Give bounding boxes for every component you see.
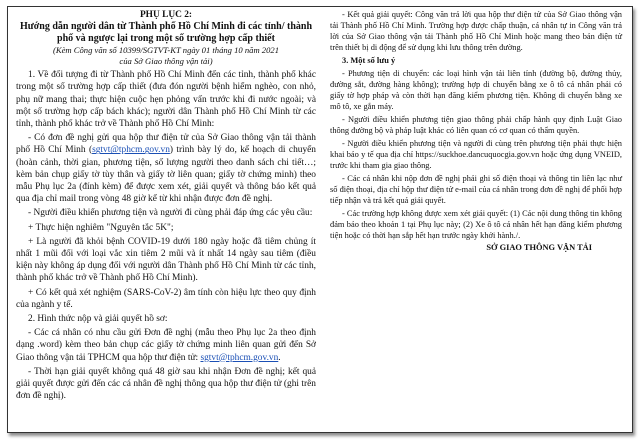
section-2-heading: 2. Hình thức nộp và giải quyết hồ sơ: (28, 314, 168, 325)
right-column (330, 9, 622, 253)
email-link-1[interactable]: sgtvt@tphcm.gov.vn (92, 145, 170, 156)
document-page (7, 6, 633, 433)
processing-time-paragraph: - Thời hạn giải quyết không quá 48 giờ sau khi nhận Đơn đề nghị; kết quả giải quyết được gửi đến các cá nhân đề nghị thông qua hộp thư điện tử (ghi trên đơn đề nghị). (16, 366, 316, 402)
driver-requirements-paragraph: - Người điều khiển phương tiện và người đi cùng phải đáp ứng các yêu cầu: (28, 208, 313, 219)
application-text-a: - Có đơn đề nghị gửi qua hộp thư điện tử của Sở Giao thông vận tải thành phố Hồ Chí Minh ( (16, 133, 316, 156)
requirement-vaccination: + Là người đã khỏi bệnh COVID-19 dưới 180 ngày hoặc đã tiêm chủng ít nhất 1 mũi đối với loại vắc xin tiêm 2 mũi và ít nhất 14 ngày sau tiêm (điều kiện này không áp dụng đối với người dân Thành phố Hồ Chí Minh từ các tỉnh, thành phố khác trở về Thành phố Hồ Chí Minh). (16, 236, 316, 284)
rejection-cases-note: - Các trường hợp không được xem xét giải quyết: (1) Các nội dung thông tin không đảm bảo theo khoản 1 tại Phụ lục này; (2) Xe ô tô cá nhân hết hạn đăng kiểm phương tiện hoặc có thời hạn sắp hết hạn trước ngày khởi hành./. (330, 209, 622, 240)
requirement-5k: + Thực hiện nghiêm "Nguyên tắc 5K"; (28, 222, 174, 233)
submission-text-b: . (278, 352, 281, 363)
result-paragraph: - Kết quả giải quyết: Công văn trả lời qua hộp thư điện tử của Sở Giao thông vận tải Thành phố Hồ Chí Minh. Trường hợp được chấp thuận, cá nhân tự in Công văn trả lời của Sở Giao thông vận tải Thành phố Hồ Chí Minh hoặc mang theo bản điện tử trên thiết bị di động để sử dụng khi lưu thông trên đường. (330, 10, 622, 52)
traffic-law-note: - Người điều khiển phương tiện giao thông phải chấp hành quy định Luật Giao thông đường bộ và pháp luật khác có liên quan có cơ quan có thẩm quyền. (330, 115, 622, 135)
email-link-2[interactable]: sgtvt@tphcm.gov.vn (200, 352, 279, 363)
submission-paragraph (16, 327, 316, 364)
health-declaration-note: - Người điều khiển phương tiện và người đi cùng trên phương tiện phải thực hiện khai báo y tế qua địa chỉ https://suckhoe.dancuquocgia.gov.vn hoặc ứng dụng VNEID, trước khi tham gia giao thông. (330, 139, 622, 170)
application-text-b: ) trình bày lý do, kế hoạch di chuyển (hoàn cảnh, thời gian, phương tiện, số lượng người theo danh sách chi tiết…; kèm bản chụp giấy tờ tùy thân và giấy tờ liên quan; giấy tờ chứng minh) theo mẫu Phụ lục 2a (đính kèm) để được xem xét, giải quyết và thông báo kết quả qua địa chỉ mail trong vòng 48 giờ kể từ khi nhận được đơn đề nghị. (16, 145, 316, 205)
left-column (16, 9, 316, 402)
appendix-label: PHỤ LỤC 2: (139, 10, 193, 20)
submission-text-a: - Các cá nhân có nhu cầu gửi Đơn đề nghị (mẫu theo Phụ lục 2a theo định dạng .word) kèm theo bản chụp các giấy tờ chứng minh liên quan gửi đến Sở Giao thông vận tải TPHCM qua hộp thư điện tử: (16, 328, 316, 363)
signature-department: SỞ GIAO THÔNG VẬN TẢI (486, 243, 592, 252)
application-paragraph (16, 132, 316, 205)
section-1-paragraph: 1. Về đối tượng đi từ Thành phố Hồ Chí Minh đến các tỉnh, thành phố khác trong một số trường hợp cấp thiết (đưa đón người bệnh hiểm nghèo, con nhỏ, phụ nữ mang thai; thực hiện cuộc hẹn phỏng vấn trước khi đi nước ngoài; và một số trường hợp cấp bách khác); người dân Thành phố Hồ Chí Minh từ các tỉnh, thành phố khác trở về Thành phố Hồ Chí Minh: (16, 70, 316, 130)
document-title: Hướng dẫn người dân từ Thành phố Hồ Chí Minh đi các tỉnh/ thành phố và ngược lại trong một số trường hợp cấp thiết (19, 21, 313, 45)
subtitle-line-2: của Sở Giao thông vận tải) (119, 56, 213, 67)
contact-info-note: - Các cá nhân khi nộp đơn đề nghị phải ghi số điện thoại và thông tin liên lạc như số điện thoại, địa chỉ hộp thư điện tử e-mail của cá nhân trong đơn đề nghị để phối hợp tiếp nhận và trả kết quả giải quyết. (330, 174, 622, 205)
requirement-test: + Có kết quả xét nghiệm (SARS-CoV-2) âm tính còn hiệu lực theo quy định của ngành y tế. (16, 287, 316, 310)
subtitle-line-1: (Kèm Công văn số 10399/SGTVT-KT ngày 01 tháng 10 năm 2021 (53, 45, 279, 56)
vehicle-note: - Phương tiện di chuyển: các loại hình vận tải liên tỉnh (đường bộ, đường thủy, đường sắt, đường hàng không); trường hợp di chuyển bằng xe ô tô cá nhân phải có giấy tờ hợp pháp và còn thời hạn đăng kiểm phương tiện. Không di chuyển bằng xe mô tô, xe gắn máy. (330, 69, 622, 111)
section-3-heading: 3. Một số lưu ý (342, 56, 396, 65)
